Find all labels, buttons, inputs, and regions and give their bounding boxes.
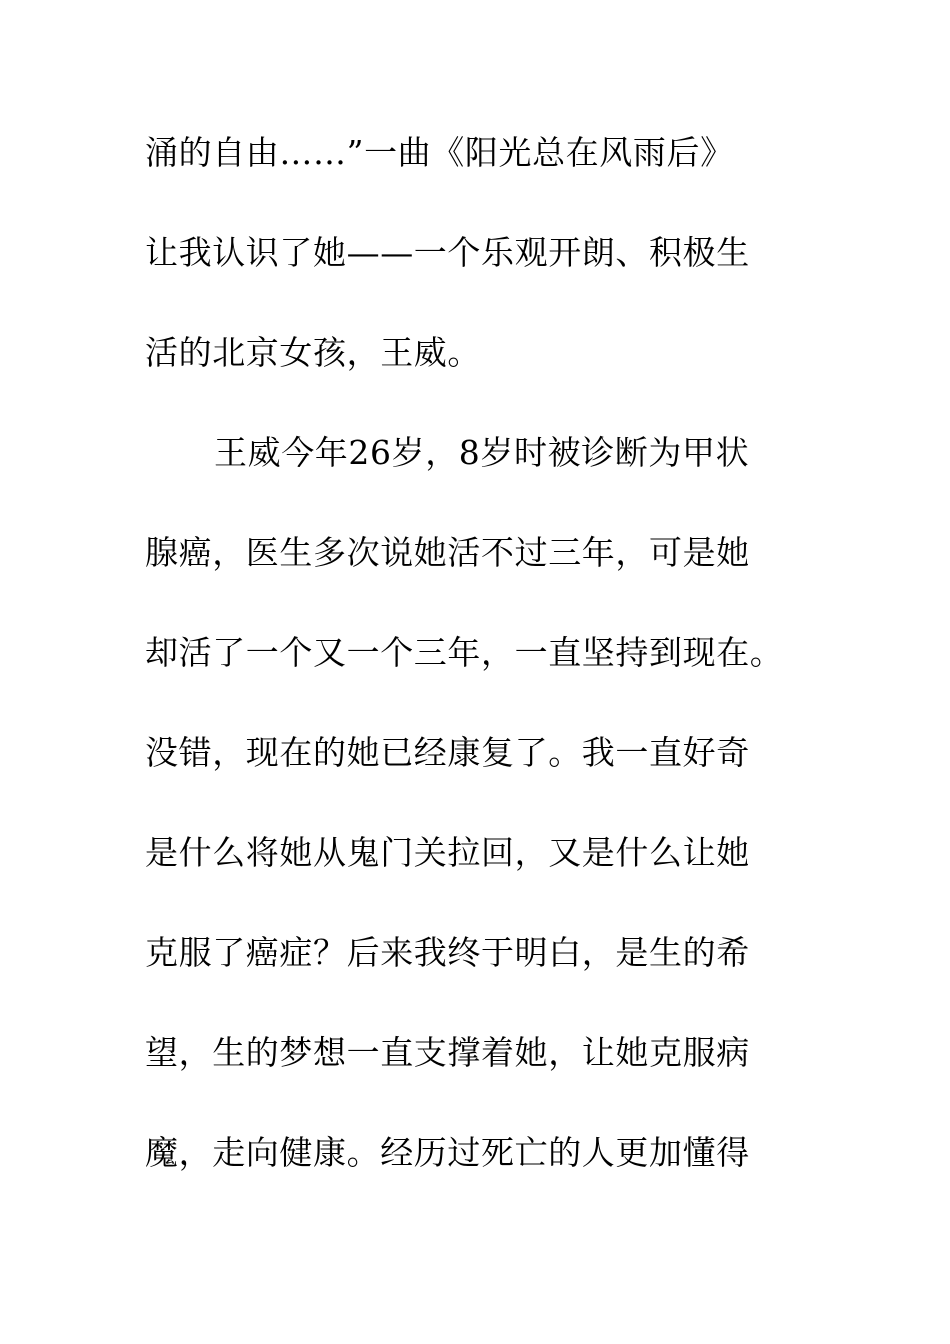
text-line-6: 却活了一个又一个三年，一直坚持到现在。 [145, 633, 784, 672]
text-line-9: 克服了癌症？后来我终于明白，是生的希 [145, 933, 750, 972]
text-line-10: 望，生的梦想一直支撑着她，让她克服病 [145, 1033, 750, 1072]
text-line-8: 是什么将她从鬼门关拉回，又是什么让她 [145, 833, 750, 872]
paragraph-start-line: 王威今年26岁，8岁时被诊断为甲状 [214, 433, 750, 472]
text-line-3: 活的北京女孩，王威。 [145, 333, 481, 372]
text-line-1: 涌的自由……”一曲《阳光总在风雨后》 [145, 133, 734, 172]
text-line-11: 魔，走向健康。经历过死亡的人更加懂得 [145, 1133, 750, 1172]
text-line-7: 没错，现在的她已经康复了。我一直好奇 [145, 733, 750, 772]
text-line-2: 让我认识了她——一个乐观开朗、积极生 [145, 233, 750, 272]
text-line-5: 腺癌，医生多次说她活不过三年，可是她 [145, 533, 750, 572]
